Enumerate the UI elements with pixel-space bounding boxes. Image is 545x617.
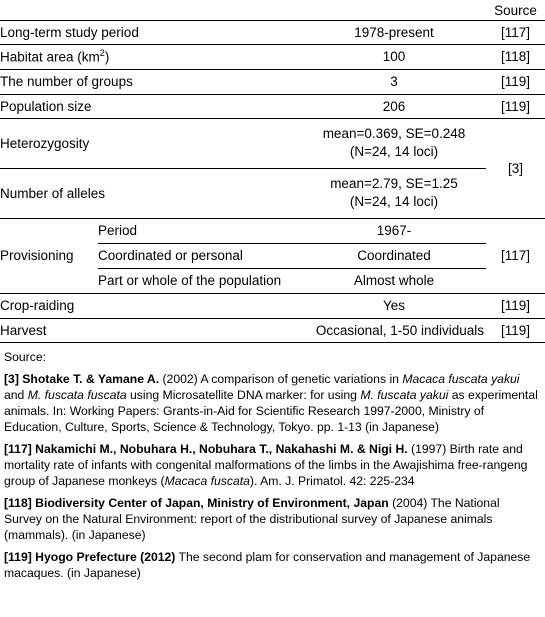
row-value: Yes	[302, 293, 486, 318]
table-row	[0, 20, 545, 44]
row-value: Occasional, 1-50 individuals	[302, 318, 486, 342]
reference-119: [119] Hyogo Prefecture (2012) The second plam for conservation and management of Japanese macaques. (in Japanese)	[4, 550, 531, 580]
row-value: mean=0.369, SE=0.248 (N=24, 14 loci)	[302, 118, 486, 168]
row-label: Number of alleles	[0, 168, 302, 218]
references-heading: Source:	[4, 350, 47, 364]
row-source: [119]	[486, 318, 545, 342]
row-source: [119]	[486, 94, 545, 118]
table-row	[0, 44, 545, 69]
header-row	[0, 1, 545, 20]
row-value: 206	[302, 94, 486, 118]
table-row	[0, 94, 545, 118]
row-source: [118]	[486, 44, 545, 69]
table-row	[0, 168, 545, 218]
row-label: Harvest	[0, 318, 302, 342]
row-value: 3	[302, 69, 486, 94]
references	[4, 349, 540, 587]
sub-row-value: Coordinated	[302, 243, 486, 268]
table-row	[0, 118, 545, 168]
row-value: mean=2.79, SE=1.25 (N=24, 14 loci)	[302, 168, 486, 218]
sub-row-label: Part or whole of the population	[98, 268, 302, 293]
row-source: [119]	[486, 69, 545, 94]
reference-3: [3] Shotake T. & Yamane A. (2002) A comparison of genetic variations in Macaca fuscata yakui and M. fuscata fuscata using Microsatellite DNA marker: for using M. fuscata yakui as experimental animals. In: Working Papers: Grants-in-Aid for Scientific Research 1997-2000, Ministry of Education, Culture, Sports, Science & Technology, Tokyo. pp. 1-13 (in Japanese)	[4, 372, 538, 434]
row-label: Crop-raiding	[0, 293, 302, 318]
sub-row-value: Almost whole	[302, 268, 486, 293]
reference-118: [118] Biodiversity Center of Japan, Ministry of Environment, Japan (2004) The National Survey on the Natural Environment: report of the distributional survey of Japanese animals (mammals). (in Japanese)	[4, 496, 500, 542]
row-source: [117]	[486, 218, 545, 293]
row-label: Heterozygosity	[0, 118, 302, 168]
reference-117: [117] Nakamichi M., Nobuhara H., Nobuhara T., Nakahashi M. & Nigi H. (1997) Birth rate and mortality rate of infants with congenital malformations of the limbs in the Awajishima free-rangeng group of Japanese monkeys (Macaca fuscata). Am. J. Primatol. 42: 225-234	[4, 442, 528, 488]
row-source: [117]	[486, 20, 545, 44]
table-row	[0, 69, 545, 94]
row-source: [119]	[486, 293, 545, 318]
sub-row-label: Period	[98, 218, 302, 243]
row-value: 100	[302, 44, 486, 69]
row-label: Long-term study period	[0, 20, 302, 44]
row-label: The number of groups	[0, 69, 302, 94]
table-row	[0, 318, 545, 342]
row-label: Population size	[0, 94, 302, 118]
row-value: 1978-present	[302, 20, 486, 44]
row-source: [3]	[486, 118, 545, 218]
table-row	[0, 218, 545, 243]
sub-row-label: Coordinated or personal	[98, 243, 302, 268]
table-row	[0, 293, 545, 318]
sub-row-value: 1967-	[302, 218, 486, 243]
source-column-header: Source	[486, 1, 545, 20]
row-label: Habitat area $(km^2)$	[0, 44, 302, 69]
data-table	[0, 1, 545, 343]
row-label: Provisioning	[0, 218, 98, 293]
